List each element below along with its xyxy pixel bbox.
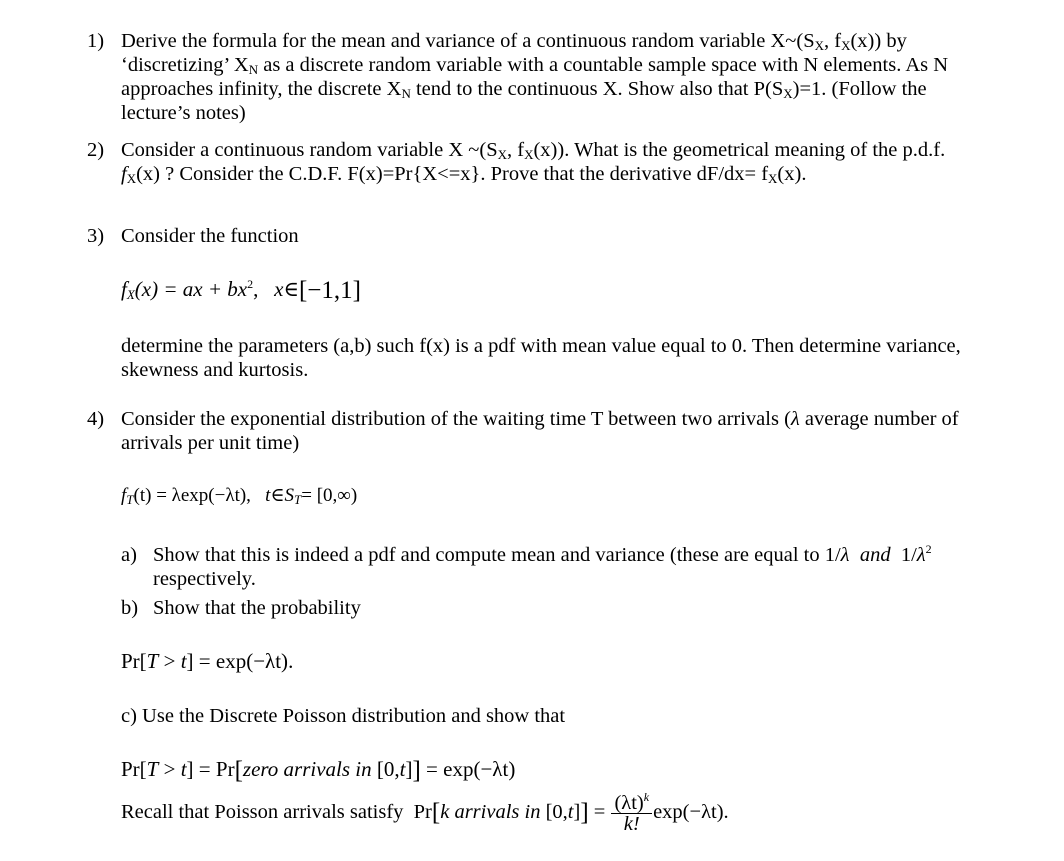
part-a-line-1: Show that this is indeed a pdf and compute mean and variance (these are equal to 1/λ and $1/\lambda^2$	[153, 542, 932, 566]
problem-1-line-1: Derive the formula for the mean and variance of a continuous random variable $X\sim(S_X$, $f_X(x)$) by	[121, 30, 907, 53]
poisson-recall: Recall that Poisson arrivals satisfy Pr[k arrivals in [0,t]] = $\frac{(\lambda t)^k}{k!}$ exp(−λt).	[121, 790, 729, 835]
part-a	[121, 543, 1021, 595]
problem-number: 1)	[87, 30, 105, 52]
problem-3-tail	[121, 334, 1001, 386]
problem-3-formula: $f_X(x)$ = ax + $bx^2$, x∈[−1,1]	[121, 277, 361, 304]
poisson-fraction: $\frac{(\lambda t)^k}{k!}$	[611, 793, 652, 834]
part-b-label: b)	[121, 597, 139, 619]
problem-2-line-1: Consider a continuous random variable X $\sim(S_X$, $f_X(x)$). What is the geometrical meaning of the p.d.f.	[121, 139, 946, 162]
problem-1-line-3: approaches infinity, the discrete $X_N$ tend to the continuous X. Show also that $P(S_X)=1$. (Follow the	[121, 78, 927, 101]
problem-number: 4)	[87, 408, 105, 430]
problem-1-line-4: lecture’s notes)	[121, 102, 246, 124]
problem-1-text	[121, 29, 1026, 125]
problem-3	[87, 224, 1027, 248]
problem-4-line-1: Consider the exponential distribution of the waiting time T between two arrivals (λ average number of	[121, 408, 959, 430]
part-c	[121, 704, 1001, 730]
part-c-text: c) Use the Discrete Poisson distribution and show that	[121, 705, 566, 727]
problem-4	[87, 407, 1027, 459]
part-b-text: Show that the probability	[153, 597, 361, 619]
part-a-line-2: respectively.	[153, 568, 256, 590]
problem-1	[87, 29, 1027, 129]
problem-3-tail-line-1: determine the parameters (a,b) such f(x) is a pdf with mean value equal to 0. Then determine variance,	[121, 335, 961, 357]
problem-2-text	[121, 138, 1026, 186]
problem-3-tail-line-2: skewness and kurtosis.	[121, 359, 309, 381]
problem-1-line-2: ‘discretizing’ $X_N$ as a discrete random variable with a countable sample space with N elements. As N	[121, 54, 949, 77]
problem-4-formula: $f_T(t) = \lambda\exp(-\lambda t)$, $t\in S_T= [0,\infty)$	[121, 485, 358, 507]
problem-2-line-2: $f_X(x)$ ? Consider the C.D.F. F(x)=Pr{X<=x}. Prove that the derivative $dF/dx= f_X(x)$.	[121, 163, 807, 186]
problem-3-intro: Consider the function	[121, 225, 299, 247]
problem-number: 3)	[87, 225, 105, 247]
probability-formula-2: Pr[T > t] = Pr[zero arrivals in [0,t]] = exp(−λt)	[121, 757, 516, 784]
part-a-label: a)	[121, 544, 137, 566]
problem-4-line-2: arrivals per unit time)	[121, 432, 300, 454]
part-b	[121, 596, 1021, 622]
probability-formula-1: Pr[T > t] = exp(−λt).	[121, 649, 294, 673]
problem-number: 2)	[87, 139, 105, 161]
problem-2	[87, 138, 1027, 190]
problem-4-text	[121, 407, 1026, 455]
